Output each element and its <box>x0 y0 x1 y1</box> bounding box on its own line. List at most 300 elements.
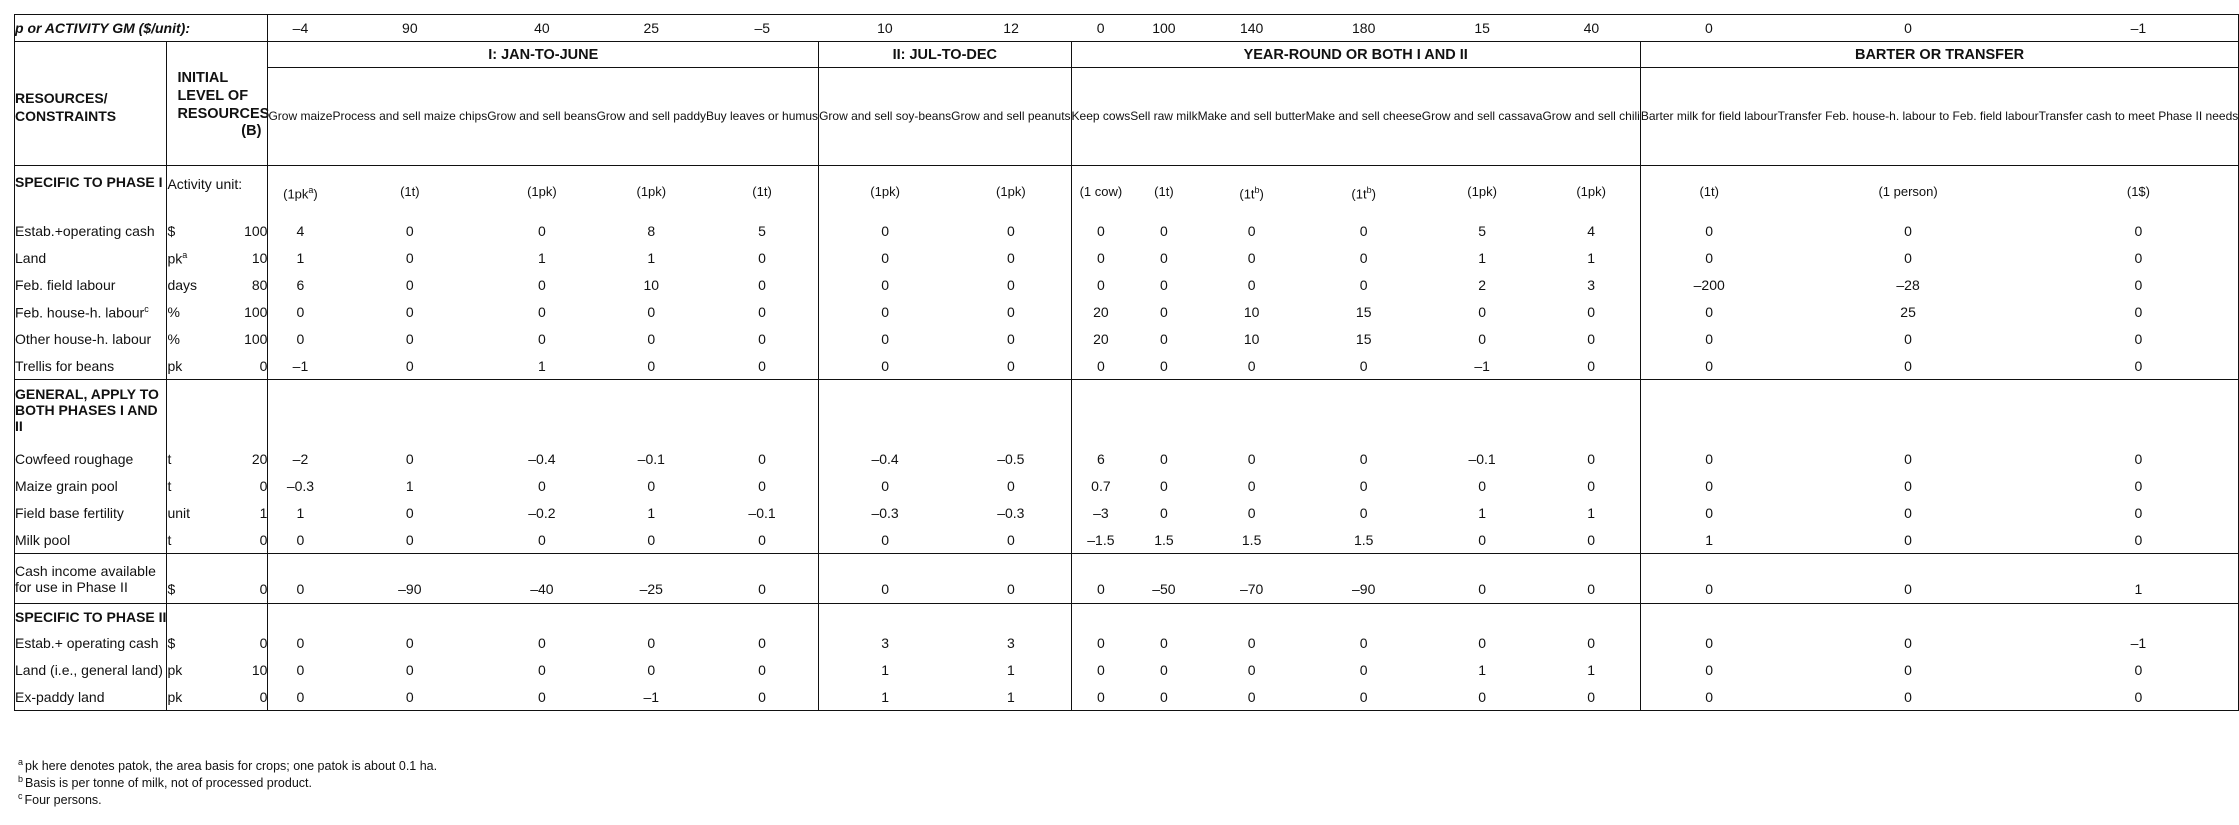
coefficient: 0 <box>1640 245 1777 272</box>
coefficient: 0 <box>1904 635 1912 651</box>
constraint-name-text: Land (i.e., general land) <box>15 662 163 678</box>
coefficient: 1 <box>268 500 333 527</box>
coefficient: 0 <box>537 478 546 494</box>
coefficient: 1.5 <box>1154 531 1174 548</box>
gm-value: 0 <box>1640 15 1777 42</box>
constraint-name-text: Feb. house-h. labour <box>15 304 145 321</box>
coefficient: 0 <box>1071 684 1130 711</box>
coefficient: 0 <box>1160 662 1168 678</box>
coefficient: –0.5 <box>997 451 1025 467</box>
coefficient: 1 <box>405 478 414 494</box>
gm-value: 40 <box>487 15 596 42</box>
coefficient: 0 <box>1640 554 1777 604</box>
group-header-phase1: I: JAN-TO-JUNE <box>268 42 819 68</box>
coefficient: 0 <box>1006 531 1015 548</box>
coefficient: 0 <box>1904 478 1912 494</box>
coefficient: 0 <box>2039 353 2239 380</box>
activity-header: Keep cows <box>1071 68 1130 166</box>
coefficient: 0.7 <box>1071 473 1130 500</box>
constraint-name-text: Feb. field labour <box>15 277 116 293</box>
activity-unit <box>1130 166 1197 218</box>
activity-unit-text: (1pk) <box>1467 183 1497 199</box>
activity-unit-text: (1pk) <box>870 183 900 199</box>
coefficient: –0.3 <box>268 473 333 500</box>
coefficient: 0 <box>758 531 766 548</box>
coefficient: 0 <box>1640 218 1777 245</box>
coefficient: 0 <box>1359 223 1368 239</box>
coefficient: 0 <box>1006 478 1015 494</box>
activity-unit <box>2039 166 2239 218</box>
coefficient: 0 <box>1640 684 1777 711</box>
coefficient: 0 <box>1640 500 1777 527</box>
coefficient: 1 <box>1640 527 1777 554</box>
coefficient: 0 <box>1359 662 1368 678</box>
coefficient: 0 <box>1904 250 1912 266</box>
constraint-name-text: Estab.+operating cash <box>15 223 155 239</box>
footnote-mark: b <box>1254 184 1260 195</box>
coefficient: 0 <box>758 331 766 347</box>
coefficient: –0.2 <box>528 505 556 521</box>
activity-unit-text: (1 cow) <box>1079 183 1123 199</box>
coefficient: 0 <box>1478 635 1486 651</box>
activity-header: Buy leaves or humus <box>706 109 819 123</box>
coefficient: 2 <box>1478 277 1486 293</box>
coefficient: 0 <box>2039 657 2239 684</box>
coefficient: 0 <box>1071 245 1130 272</box>
gm-row-label-text: p or ACTIVITY GM ($/unit): <box>15 20 190 36</box>
coefficient: –200 <box>1640 272 1777 299</box>
coefficient: –90 <box>332 554 487 604</box>
gm-value: –4 <box>268 15 333 42</box>
coefficient: 15 <box>1355 331 1372 347</box>
initial-level-value: 100 <box>224 299 268 326</box>
unit-text: % <box>167 304 180 320</box>
activity-unit-text: (1 person) <box>1878 183 1938 199</box>
constraint-name-text: Other house-h. labour <box>15 331 152 347</box>
coefficient: 0 <box>1160 635 1168 651</box>
activity-unit-text: (1t) <box>400 183 420 199</box>
coefficient: 1 <box>537 357 546 374</box>
coefficient: 0 <box>537 304 546 320</box>
coefficient: 0 <box>819 218 952 245</box>
coefficient: 0 <box>1160 277 1168 293</box>
coefficient: 0 <box>1071 657 1130 684</box>
coefficient: 10 <box>1243 331 1260 347</box>
coefficient: 0 <box>1071 272 1130 299</box>
constraint-name <box>15 500 167 527</box>
coefficient: 1 <box>1587 505 1596 521</box>
coefficient: 0 <box>268 630 333 657</box>
coefficient: 0 <box>1247 357 1256 374</box>
activity-header: Grow maize <box>268 68 333 166</box>
coefficient: 0 <box>1904 505 1912 521</box>
coefficient: 0 <box>758 451 766 467</box>
initial-level-value: 0 <box>224 684 268 711</box>
coefficient: 0 <box>537 223 546 239</box>
activity-unit <box>706 166 819 218</box>
activity-unit-text: (1t <box>1239 185 1255 201</box>
activity-unit <box>487 166 596 218</box>
coefficient: 0 <box>1587 357 1596 374</box>
initial-level-value: 100 <box>224 326 268 353</box>
footnote-text: Basis is per tonne of milk, not of processed product. <box>25 776 312 791</box>
activity-header: Make and sell cheese <box>1305 109 1422 123</box>
coefficient: 0 <box>647 357 656 374</box>
initial-level-value: 0 <box>224 527 268 554</box>
coefficient: 0 <box>268 657 333 684</box>
coefficient: 0 <box>819 299 952 326</box>
constraint-unit <box>167 245 224 272</box>
coefficient: 0 <box>1640 299 1777 326</box>
gm-value: 10 <box>819 15 952 42</box>
coefficient: 10 <box>643 277 660 293</box>
coefficient: 0 <box>1778 684 2039 711</box>
initial-level-value: 20 <box>224 446 268 473</box>
coefficient: 0 <box>1006 357 1015 374</box>
coefficient: 0 <box>758 662 766 678</box>
coefficient: –70 <box>1198 554 1306 604</box>
resources-header-text: RESOURCES/ CONSTRAINTS <box>15 89 117 124</box>
constraint-unit <box>167 657 224 684</box>
gm-value: –1 <box>2039 15 2239 42</box>
coefficient: 0 <box>2039 473 2239 500</box>
constraint-name-text: Milk pool <box>15 531 71 548</box>
coefficient: 0 <box>1478 304 1486 320</box>
coefficient: 0 <box>1006 331 1015 347</box>
coefficient: –0.3 <box>819 500 952 527</box>
coefficient: 0 <box>2039 684 2239 711</box>
constraint-name-text: Cash income available for use in Phase II <box>15 562 156 595</box>
coefficient: 0 <box>405 331 414 347</box>
coefficient: 0 <box>405 357 414 374</box>
activity-unit: $(1t^b)$ <box>1198 166 1306 218</box>
constraint-name-text: Land <box>15 250 47 266</box>
initial-level-text: INITIAL LEVEL OF RESOURCES <box>177 69 270 122</box>
coefficient: 0 <box>405 531 414 548</box>
coefficient: 0 <box>1247 635 1256 651</box>
constraint-name <box>15 684 167 711</box>
constraint-unit <box>167 299 224 326</box>
coefficient: 0 <box>405 505 414 521</box>
gm-value: 0 <box>1778 15 2039 42</box>
coefficient: 0 <box>647 635 656 651</box>
activity-unit-text: (1pk <box>283 185 309 201</box>
coefficient: 0 <box>819 326 952 353</box>
footnote-mark: a <box>182 249 188 260</box>
coefficient: –50 <box>1130 554 1197 604</box>
unit-text: % <box>167 331 180 347</box>
activity-unit <box>332 166 487 218</box>
gm-value: 25 <box>597 15 706 42</box>
coefficient: 0 <box>2039 218 2239 245</box>
coefficient: 0 <box>1359 451 1368 467</box>
coefficient: 0 <box>1359 635 1368 651</box>
coefficient: 0 <box>1640 630 1777 657</box>
footnote-text: Four persons. <box>24 793 102 808</box>
constraint-name <box>15 326 167 353</box>
coefficient: 0 <box>1478 531 1486 548</box>
footnote-mark: b <box>1366 184 1372 195</box>
constraint-name <box>15 353 167 380</box>
coefficient: 0 <box>1071 353 1130 380</box>
coefficient: 0 <box>405 277 414 293</box>
coefficient: 0 <box>537 531 546 548</box>
coefficient: 4 <box>1587 223 1596 239</box>
coefficient: 0 <box>1587 478 1596 494</box>
coefficient: 0 <box>268 554 333 604</box>
coefficient: 1 <box>647 505 656 521</box>
constraint-unit <box>167 326 224 353</box>
coefficient: 0 <box>1904 331 1912 347</box>
group-header-year-round: YEAR-ROUND OR BOTH I AND II <box>1071 42 1640 68</box>
gm-value: 12 <box>951 15 1071 42</box>
activity-unit-text: (1pk) <box>527 183 557 199</box>
coefficient: 0 <box>268 299 333 326</box>
coefficient: 0 <box>537 635 546 651</box>
coefficient: 0 <box>1640 657 1777 684</box>
activity-unit: $(1pk^a)$ <box>268 166 333 218</box>
unit-text: pk <box>167 357 183 374</box>
coefficient: 6 <box>268 272 333 299</box>
activity-unit-label: Activity unit: <box>167 166 268 218</box>
unit-text: t <box>167 478 172 494</box>
coefficient: 0 <box>537 662 546 678</box>
activity-header: Sell raw milk <box>1130 109 1198 123</box>
coefficient: 0 <box>758 250 766 266</box>
coefficient: 0 <box>2039 500 2239 527</box>
coefficient: 0 <box>332 684 487 711</box>
coefficient: 0 <box>1587 635 1596 651</box>
coefficient: 0 <box>1071 554 1130 604</box>
coefficient: 0 <box>1587 304 1596 320</box>
coefficient: 0 <box>1071 218 1130 245</box>
coefficient: 0 <box>1359 277 1368 293</box>
coefficient: 0 <box>2039 299 2239 326</box>
coefficient: 5 <box>758 223 766 239</box>
coefficient: 0 <box>1160 223 1168 239</box>
constraint-name <box>15 245 167 272</box>
coefficient: –3 <box>1071 500 1130 527</box>
constraint-name <box>15 473 167 500</box>
coefficient: 0 <box>2039 245 2239 272</box>
activity-unit <box>1422 166 1543 218</box>
coefficient: 0 <box>1359 250 1368 266</box>
coefficient: 0 <box>819 272 952 299</box>
unit-text: pk <box>167 688 183 705</box>
coefficient: 3 <box>1587 277 1596 293</box>
activity-unit <box>819 166 952 218</box>
coefficient: 0 <box>1359 478 1368 494</box>
coefficient: 0 <box>1478 478 1486 494</box>
coefficient: –0.1 <box>748 505 776 521</box>
coefficient: 0 <box>1006 277 1015 293</box>
footnote <box>18 774 312 790</box>
coefficient: 0 <box>405 250 414 266</box>
coefficient: 0 <box>2039 527 2239 554</box>
activity-unit-text: (1pk) <box>1576 183 1606 199</box>
coefficient: 0 <box>1778 554 2039 604</box>
initial-level-value: 10 <box>224 245 268 272</box>
coefficient: 0 <box>405 635 414 651</box>
coefficient: 0 <box>758 277 766 293</box>
coefficient: 0 <box>2039 272 2239 299</box>
coefficient: 5 <box>1478 223 1486 239</box>
coefficient: 0 <box>819 245 952 272</box>
coefficient: 0 <box>405 662 414 678</box>
coefficient: 0 <box>819 527 952 554</box>
initial-level-header <box>167 42 268 166</box>
coefficient: 0 <box>1130 684 1197 711</box>
activity-header: Grow and sell beans <box>487 109 597 123</box>
coefficient: 1.5 <box>1241 531 1262 548</box>
coefficient: 20 <box>1071 299 1130 326</box>
coefficient: 6 <box>1071 446 1130 473</box>
activity-unit-text: (1pk) <box>996 183 1026 199</box>
activity-unit: $(1t^b)$ <box>1306 166 1422 218</box>
coefficient: 15 <box>1355 304 1372 320</box>
activity-unit-text: (1t) <box>1154 183 1174 199</box>
coefficient: –0.3 <box>997 505 1025 521</box>
coefficient: 0 <box>647 331 656 347</box>
footnote-text: pk here denotes patok, the area basis for crops; one patok is about 0.1 ha. <box>25 759 438 774</box>
gm-value: –5 <box>706 15 819 42</box>
lp-matrix-table <box>14 14 2239 711</box>
gm-value: 140 <box>1198 15 1306 42</box>
coefficient: 4 <box>268 218 333 245</box>
coefficient: 1 <box>951 684 1071 711</box>
coefficient: 0 <box>1904 662 1912 678</box>
coefficient: –0.1 <box>1468 451 1496 467</box>
coefficient: 10 <box>1243 304 1260 320</box>
constraint-name <box>15 630 167 657</box>
section-title: GENERAL, APPLY TO BOTH PHASES I AND II <box>15 380 167 446</box>
resources-header <box>15 42 167 166</box>
initial-level-value: 80 <box>224 272 268 299</box>
activity-unit <box>1071 166 1130 218</box>
coefficient: 0 <box>1247 451 1256 467</box>
coefficient: 0 <box>537 331 546 347</box>
coefficient: 0 <box>1587 531 1596 548</box>
constraint-name <box>15 527 167 554</box>
initial-level-value: 0 <box>224 473 268 500</box>
coefficient: 0 <box>1006 223 1015 239</box>
coefficient: 0 <box>1640 473 1777 500</box>
constraint-name <box>15 446 167 473</box>
constraint-name-text: Field base fertility <box>15 505 124 521</box>
activity-header: Transfer Feb. house-h. labour to Feb. field labour <box>1777 109 2039 123</box>
initial-level-value: 1 <box>224 500 268 527</box>
constraint-unit <box>167 272 224 299</box>
constraint-name <box>15 218 167 245</box>
coefficient: 1 <box>819 657 952 684</box>
activity-header: Grow and sell soy-beans <box>819 68 952 166</box>
coefficient: 0 <box>1422 684 1543 711</box>
coefficient: 0 <box>537 277 546 293</box>
coefficient: 0 <box>268 684 333 711</box>
coefficient: –1 <box>1474 357 1490 374</box>
coefficient: 0 <box>1160 331 1168 347</box>
coefficient: 0 <box>1904 357 1912 374</box>
coefficient: 1 <box>1478 505 1486 521</box>
coefficient: 20 <box>1071 326 1130 353</box>
coefficient: –2 <box>268 446 333 473</box>
unit-text: t <box>167 451 172 467</box>
coefficient: 0 <box>2039 326 2239 353</box>
activity-unit-text: (1t) <box>752 183 772 199</box>
activity-unit <box>597 166 706 218</box>
unit-text: unit <box>167 505 191 521</box>
constraint-name-text: Estab.+ operating cash <box>15 635 159 651</box>
activity-header: Grow and sell peanuts <box>951 109 1071 123</box>
footnote <box>18 791 102 807</box>
coefficient: –40 <box>487 554 596 604</box>
initial-level-value: 0 <box>224 353 268 380</box>
coefficient: 3 <box>1006 635 1015 651</box>
coefficient: 0 <box>647 531 656 548</box>
coefficient: 1 <box>1587 662 1596 678</box>
gm-value: 40 <box>1542 15 1640 42</box>
coefficient: –28 <box>1896 277 1920 293</box>
coefficient: 0 <box>819 353 952 380</box>
coefficient: 0 <box>1587 451 1596 467</box>
coefficient: 0 <box>758 478 766 494</box>
constraint-unit <box>167 684 224 711</box>
coefficient: 0 <box>758 357 766 374</box>
coefficient: 0 <box>951 554 1071 604</box>
coefficient: –90 <box>1306 554 1422 604</box>
coefficient: 1 <box>1478 250 1486 266</box>
coefficient: –0.4 <box>819 446 952 473</box>
unit-text: $ <box>167 223 176 239</box>
constraint-unit <box>167 554 224 604</box>
activity-unit <box>1778 166 2039 218</box>
footnote-mark: b <box>18 774 24 784</box>
coefficient: 0 <box>647 304 656 320</box>
coefficient: 25 <box>1900 304 1916 320</box>
coefficient: 0 <box>268 326 333 353</box>
coefficient: 0 <box>1160 451 1168 467</box>
footnote-mark: c <box>18 791 23 801</box>
coefficient: 0 <box>1904 223 1912 239</box>
coefficient: 0 <box>647 478 656 494</box>
coefficient: –25 <box>597 554 706 604</box>
constraint-name-text: Ex-paddy land <box>15 688 105 705</box>
constraint-unit <box>167 353 224 380</box>
activity-unit-text: (1pk) <box>636 183 667 199</box>
coefficient: 3 <box>819 630 952 657</box>
gm-value: 180 <box>1306 15 1422 42</box>
coefficient: 0 <box>405 223 414 239</box>
footnote-mark: a <box>18 757 24 767</box>
coefficient: 0 <box>1160 357 1168 374</box>
coefficient: 0 <box>1006 250 1015 266</box>
unit-text: t <box>167 531 172 548</box>
activity-header: Process and sell maize chips <box>332 109 488 123</box>
coefficient: 0 <box>1359 505 1368 521</box>
activity-header: Grow and sell paddy <box>596 109 706 123</box>
constraint-unit <box>167 473 224 500</box>
unit-text: $ <box>167 581 176 597</box>
coefficient: 0 <box>819 554 952 604</box>
coefficient: 1.5 <box>1353 531 1374 548</box>
initial-level-b: (B) <box>241 122 262 139</box>
section-title: SPECIFIC TO PHASE I <box>15 166 167 218</box>
coefficient: –0.1 <box>637 451 665 467</box>
coefficient: 1 <box>647 250 656 266</box>
constraint-name-text: Maize grain pool <box>15 478 118 494</box>
constraint-unit <box>167 527 224 554</box>
coefficient: –1 <box>2039 630 2239 657</box>
